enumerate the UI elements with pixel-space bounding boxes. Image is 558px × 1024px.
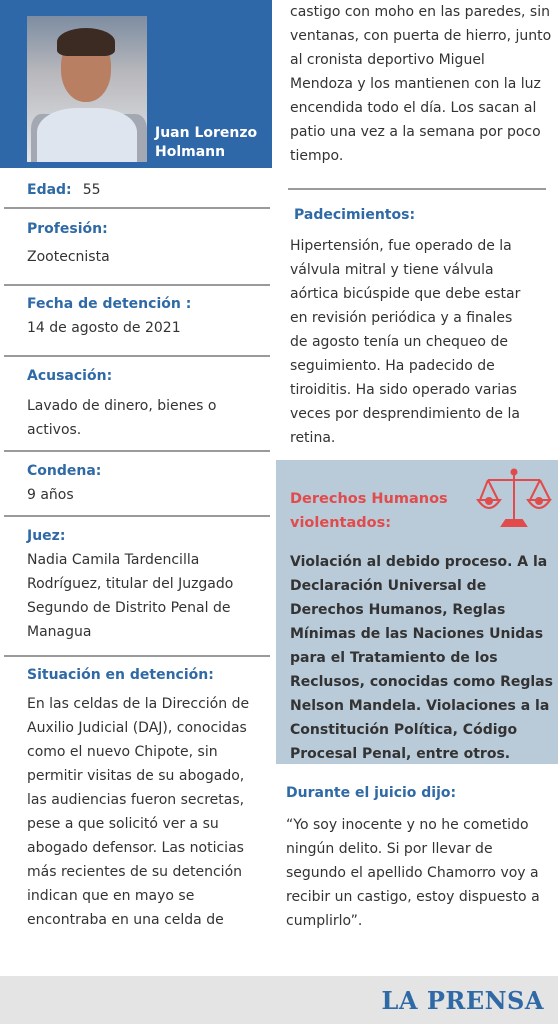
- human-rights-value: Violación al debido proceso. A la Declaración Universal de Derechos Humanos, Reglas Mínimas de las Naciones Unidas para el Tratamiento de los Reclusos, conocidas como Reglas Nelson Mandela. Violaciones a la Constitución Política, Código Procesal Penal, entre otros.: [290, 554, 553, 762]
- la-prensa-logo: LA PRENSA: [381, 986, 544, 1015]
- divider: [4, 284, 270, 286]
- ailments-value: Hipertensión, fue operado de la válvula mitral y tiene válvula aórtica bicúspide que debe estar en revisión periódica y a finales de agosto tenía un chequeo de seguimiento. Ha padecido de tiroiditis. Ha sido operado varias veces por desprendimiento de la retina.: [290, 238, 521, 446]
- judge-label: Juez:: [27, 528, 66, 544]
- age-label: Edad:: [27, 182, 72, 198]
- detention-situation-value: En las celdas de la Dirección de Auxilio Judicial (DAJ), conocidas como el nuevo Chipote, sin permitir visitas de su abogado, las audiencias fueron secretas, pese a que solicitó ver a su abogado defensor. Las noticias más recientes de su detención indican que en mayo se encontraba en una celda de: [27, 696, 250, 928]
- human-rights-label: Derechos Humanos violentados:: [290, 491, 448, 531]
- detention-date-value: 14 de agosto de 2021: [27, 320, 181, 336]
- profile-name: Juan Lorenzo Holmann: [155, 125, 258, 160]
- profession-value: Zootecnista: [27, 249, 110, 265]
- trial-statement-label: Durante el juicio dijo:: [286, 785, 457, 801]
- divider: [4, 450, 270, 452]
- accusation-label: Acusación:: [27, 368, 113, 384]
- sentence-value: 9 años: [27, 487, 74, 503]
- trial-statement-value: “Yo soy inocente y no he cometido ningún delito. Si por llevar de segundo el apellido Chamorro voy a recibir un castigo, estoy dispuesto a cumplirlo”.: [286, 817, 540, 929]
- divider: [4, 355, 270, 357]
- detention-situation-label: Situación en detención:: [27, 667, 214, 683]
- detention-date-label: Fecha de detención :: [27, 296, 192, 312]
- age-row: [27, 178, 267, 202]
- detention-continuation: castigo con moho en las paredes, sin ventanas, con puerta de hierro, junto al cronista deportivo Miguel Mendoza y los mantienen con la luz encendida todo el día. Los sacan al patio una vez a la semana por poco tiempo.: [290, 4, 552, 164]
- sentence-label: Condena:: [27, 463, 102, 479]
- profile-photo: [27, 16, 147, 162]
- divider: [4, 207, 270, 209]
- age-value: 55: [82, 182, 101, 198]
- divider: [4, 515, 270, 517]
- judge-value: Nadia Camila Tardencilla Rodríguez, titular del Juzgado Segundo de Distrito Penal de Managua: [27, 552, 234, 640]
- divider: [288, 188, 546, 190]
- divider: [4, 655, 270, 657]
- ailments-label: Padecimientos:: [294, 207, 416, 223]
- accusation-value: Lavado de dinero, bienes o activos.: [27, 398, 217, 438]
- profession-label: Profesión:: [27, 221, 108, 237]
- scales-of-justice-icon: [476, 468, 552, 532]
